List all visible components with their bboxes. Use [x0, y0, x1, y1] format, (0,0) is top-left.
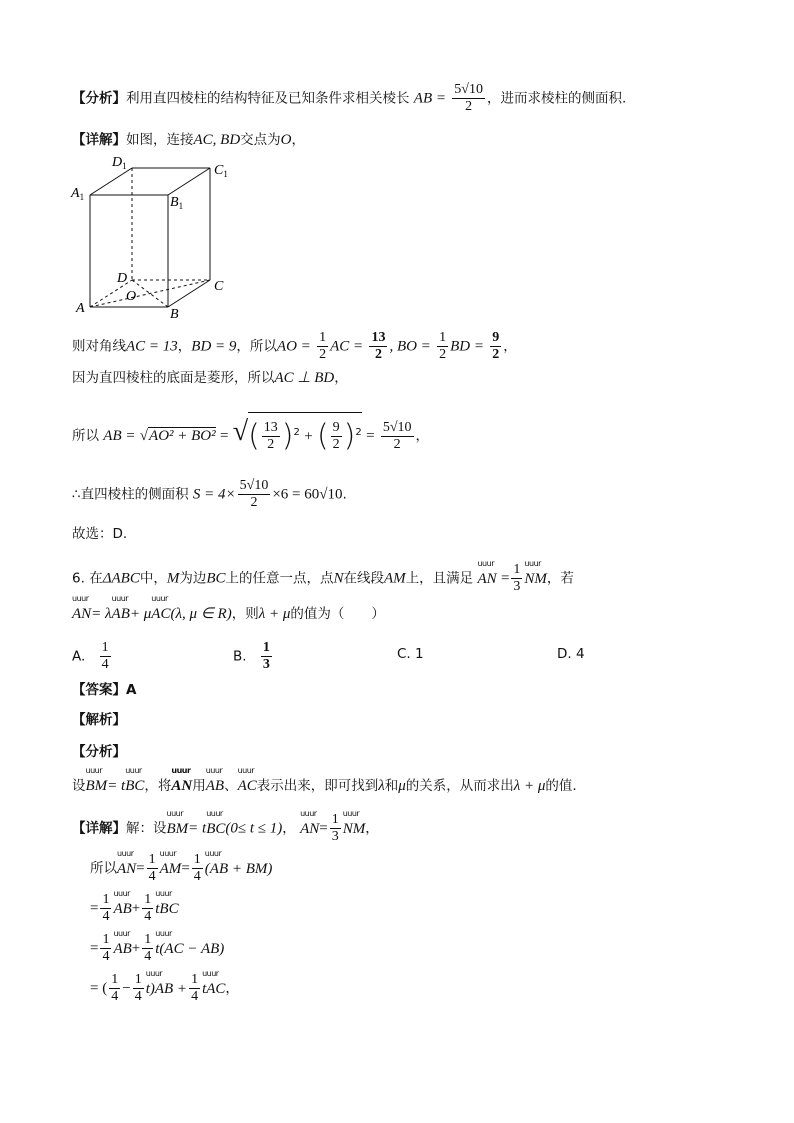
frac-9-2b: $\frac{9}{2}$ [332, 419, 340, 452]
fenxi-text-2: ，将 [144, 778, 172, 794]
q6-line-2 [72, 604, 385, 624]
fenxi-vec-ac: uuur AC [238, 776, 257, 796]
area-end: . [342, 486, 347, 503]
option-a-label: A. [72, 648, 86, 665]
fenxi-text-7: 的关系，从而求出 [405, 778, 514, 794]
q6-text-2: 中， [139, 570, 167, 587]
diag-bd-eq: BD = 9 [191, 338, 237, 355]
step1-paren: uuur (AB + BM) [205, 859, 273, 879]
sq-1: 2 [293, 426, 300, 438]
label-o: O [126, 289, 137, 304]
label-c: C [214, 279, 224, 294]
edge-c1b1 [168, 168, 210, 195]
detail-acbd: AC, BD [193, 132, 241, 148]
area-lhs: S = 4× [192, 486, 236, 503]
detail2-frac: $\frac{1}{3}$ [331, 812, 339, 844]
step1-vec-am: uuur AM [160, 859, 182, 879]
fenxi-text-4: 、 [224, 778, 238, 794]
ab-end: ， [415, 428, 430, 444]
label-b1: $B_1$ [170, 195, 184, 211]
q6-am: AM [384, 570, 406, 587]
q6-eq: = [500, 570, 510, 587]
analysis-text: 利用直四棱柱的结构特征及已知条件求相关棱长 [126, 90, 410, 107]
fenxi-text-8: 的值. [545, 778, 577, 794]
q6-l2-eq: = λ [91, 606, 112, 622]
option-b-label: B. [233, 648, 247, 665]
q6-l2-vec-ac: uuur AC [151, 604, 170, 624]
step3-frac-1: $\frac{1}{4}$ [102, 932, 110, 964]
q6-n: N [333, 570, 344, 587]
fenxi-text-1: 设 [72, 778, 86, 794]
detail2-text-1: 解：设 [126, 820, 167, 837]
ab-line [72, 410, 429, 454]
label-a: A [76, 301, 85, 316]
option-c[interactable]: C. 1 [397, 646, 424, 662]
answer-line: 【答案】A [72, 682, 137, 698]
prism-figure [60, 150, 240, 320]
step1-text: 所以 [90, 860, 117, 877]
detail-text-1: 如图，连接 [126, 132, 194, 148]
step2-plus: + [131, 900, 141, 917]
q6-l2-cond: (λ, μ ∈ R) [170, 606, 232, 622]
area-rhs: ×6 = 60√10 [272, 486, 343, 503]
diag-ac [90, 280, 210, 307]
q6-l2-vec-ab: uuur AB [112, 604, 130, 624]
fenxi-vec-ab: uuur AB [206, 776, 224, 796]
area-text: ∴直四棱柱的侧面积 [72, 486, 189, 503]
detail-text-2: 交点为 [240, 132, 281, 148]
step1-eq2: = [181, 860, 190, 877]
analysis-line [72, 82, 626, 115]
q6-number: 6. [72, 570, 85, 587]
diag-text-1: 则对角线 [72, 338, 126, 355]
sqrt-content-1: AO² + BO² [149, 428, 216, 444]
frac-13-2: $\frac{13}{2}$ [371, 330, 386, 362]
detail-line [72, 130, 305, 150]
detail-o: O [280, 132, 292, 148]
option-d[interactable]: D. 4 [557, 646, 585, 662]
diag-text-3: ，所以 [236, 338, 277, 355]
rhombus-perp: AC ⊥ BD [274, 370, 335, 386]
rhombus-end: ， [334, 370, 348, 386]
diag-ac-eq: AC = 13 [126, 338, 178, 355]
sqrt-content-2: ( $\frac{13}{2}$ )$^2$ + ( $\frac{9}{2}$ )$^2$ [248, 412, 362, 457]
edge-bc [168, 280, 210, 307]
edge-a1d1 [90, 168, 132, 195]
fenxi-text-3: 用 [192, 778, 206, 794]
frac-half-1: $\frac{1}{2}$ [319, 330, 327, 362]
step4-frac-1: $\frac{1}{4}$ [111, 972, 119, 1004]
q6-line-1 [72, 562, 574, 595]
frac-13-2b: $\frac{13}{2}$ [263, 419, 278, 452]
q6-text-5: 在线段 [343, 570, 385, 587]
fenxi-vec-bm: uuur BM [86, 776, 108, 796]
step4-frac-3: $\frac{1}{4}$ [191, 972, 199, 1004]
label-d: D [117, 271, 128, 286]
step2-vec-tbc: uuur tBC [155, 899, 178, 919]
q6-frac-third: $\frac{1}{3}$ [513, 562, 521, 594]
frac-half-2: $\frac{1}{2}$ [439, 330, 447, 362]
q6-vec-an: uuur AN [477, 569, 496, 589]
detail2-vec-an: uuur AN [300, 819, 319, 839]
detail2-tag: 【详解】 [72, 820, 126, 837]
detail2-eq: = t [188, 820, 207, 837]
q6-text-6: 上，且满足 [405, 570, 474, 587]
detail2-range: (0≤ t ≤ 1) [225, 820, 283, 837]
step2-frac-2: $\frac{1}{4}$ [144, 892, 152, 924]
fenxi-lambda: λ [378, 778, 385, 794]
q6-l2-sum: λ + μ [258, 606, 291, 622]
q6-l2-plus: + μ [129, 606, 152, 622]
detail2-vec-bc: uuur BC [206, 819, 225, 839]
q6-bc: BC [206, 570, 226, 587]
diag-end: ， [503, 338, 517, 355]
diag-line [72, 330, 517, 363]
step3-eq: = [90, 940, 99, 957]
diag-ac-mid: AC = [330, 338, 364, 355]
jiexi-line: 【解析】 [72, 712, 126, 728]
step3-frac-2: $\frac{1}{4}$ [144, 932, 152, 964]
sq-2: 2 [355, 426, 362, 438]
step2-vec-ab: uuur AB [113, 899, 131, 919]
fenxi-sum: λ + μ [513, 778, 546, 794]
frac-9-2: $\frac{9}{2}$ [492, 330, 500, 362]
fenxi-tag: 【分析】 [72, 744, 126, 760]
q6-l2-text-1: ，则 [231, 606, 259, 622]
step1-eq: = [136, 860, 145, 877]
detail2-text-3: ， [365, 820, 379, 837]
q6-vec-nm: uuur NM [524, 569, 547, 589]
fenxi-vec-bc: uuur BC [125, 776, 144, 796]
sqrt-sign-2: √ [232, 416, 249, 447]
ab-lhs: AB = [413, 90, 446, 107]
choose-line: 故选：D. [72, 526, 128, 542]
ab-eq: = [219, 428, 229, 444]
q6-m: M [166, 570, 180, 587]
fenxi-eq: = t [107, 778, 126, 794]
fenxi-mu: μ [398, 778, 406, 794]
ab-text: 所以 [72, 428, 99, 444]
detail-text-3: ， [291, 132, 306, 148]
step1-frac-2: $\frac{1}{4}$ [193, 852, 201, 884]
label-b: B [170, 307, 179, 320]
step-3 [90, 932, 224, 965]
q6-text-4: 上的任意一点，点 [225, 570, 334, 587]
detail2-text-2: ， [282, 820, 296, 837]
detail-tag: 【详解】 [72, 132, 126, 148]
option-a[interactable] [72, 640, 113, 673]
analysis-text-2: ，进而求棱柱的侧面积. [486, 90, 627, 107]
step-1 [90, 852, 272, 885]
q6-tri: ΔABC [102, 570, 140, 587]
step1-vec-an: uuur AN [117, 859, 136, 879]
step3-t: uuur t(AC − AB) [155, 939, 224, 959]
sqrt-sign-1: √ [139, 428, 149, 444]
frac-area: $\frac{5√10}{2}$ [239, 478, 269, 510]
step-4 [90, 972, 239, 1005]
diag-bd-mid: BD = [450, 338, 484, 355]
step3-plus: + [131, 940, 141, 957]
step4-minus: − [122, 980, 131, 997]
step4-vec-tac: uuur tAC [202, 979, 225, 999]
rhombus-text: 因为直四棱柱的底面是菱形，所以 [72, 370, 275, 386]
detail2-vec-nm: uuur NM [343, 819, 366, 839]
q6-l2-text-2: 的值为（ ） [290, 606, 385, 622]
diag-ao: AO = [276, 338, 311, 355]
detail2-eq2: = [319, 820, 328, 837]
fenxi-vec-an: uuur AN [171, 776, 192, 796]
ab-lhs-2: AB = [103, 428, 136, 444]
label-c1: $C_1$ [214, 163, 228, 179]
step4-end: ， [225, 980, 239, 997]
diag-bo: , BO = [389, 338, 431, 355]
label-d1: $D_1$ [112, 155, 127, 171]
q6-text-7: ，若 [546, 570, 574, 587]
step3-vec-ab: uuur AB [113, 939, 131, 959]
step2-eq: = [90, 900, 99, 917]
step4-t: uuur t)AB + [146, 979, 187, 999]
label-a1: $A_1$ [71, 186, 85, 202]
detail2-vec-bm: uuur BM [167, 819, 189, 839]
option-b-frac: $\frac{1}{3}$ [262, 640, 270, 672]
q6-text-1: 在 [89, 570, 103, 587]
fenxi-text-5: 表示出来，即可找到 [256, 778, 379, 794]
step2-frac-1: $\frac{1}{4}$ [102, 892, 110, 924]
ab-eq-2: = [366, 428, 375, 444]
option-a-frac: $\frac{1}{4}$ [101, 640, 109, 672]
option-b[interactable] [233, 640, 274, 673]
step4-frac-2: $\frac{1}{4}$ [134, 972, 142, 1004]
q6-l2-vec-an: uuur AN [72, 604, 91, 624]
analysis-tag: 【分析】 [72, 90, 126, 107]
detail2-line [72, 812, 379, 845]
area-line [72, 478, 347, 511]
step1-frac: $\frac{1}{4}$ [148, 852, 156, 884]
step-2 [90, 892, 179, 925]
fenxi-text-6: 和 [384, 778, 399, 794]
fenxi-line [72, 776, 577, 796]
ab-plus: + [304, 428, 313, 444]
rhombus-line [72, 368, 348, 388]
frac-result: $\frac{5√10}{2}$ [382, 419, 412, 452]
step4-open: = ( [90, 980, 108, 997]
diag-text-2: ， [177, 338, 192, 355]
q6-text-3: 为边 [179, 570, 207, 587]
ab-fraction: $\frac{5√10}{2}$ [454, 82, 483, 114]
